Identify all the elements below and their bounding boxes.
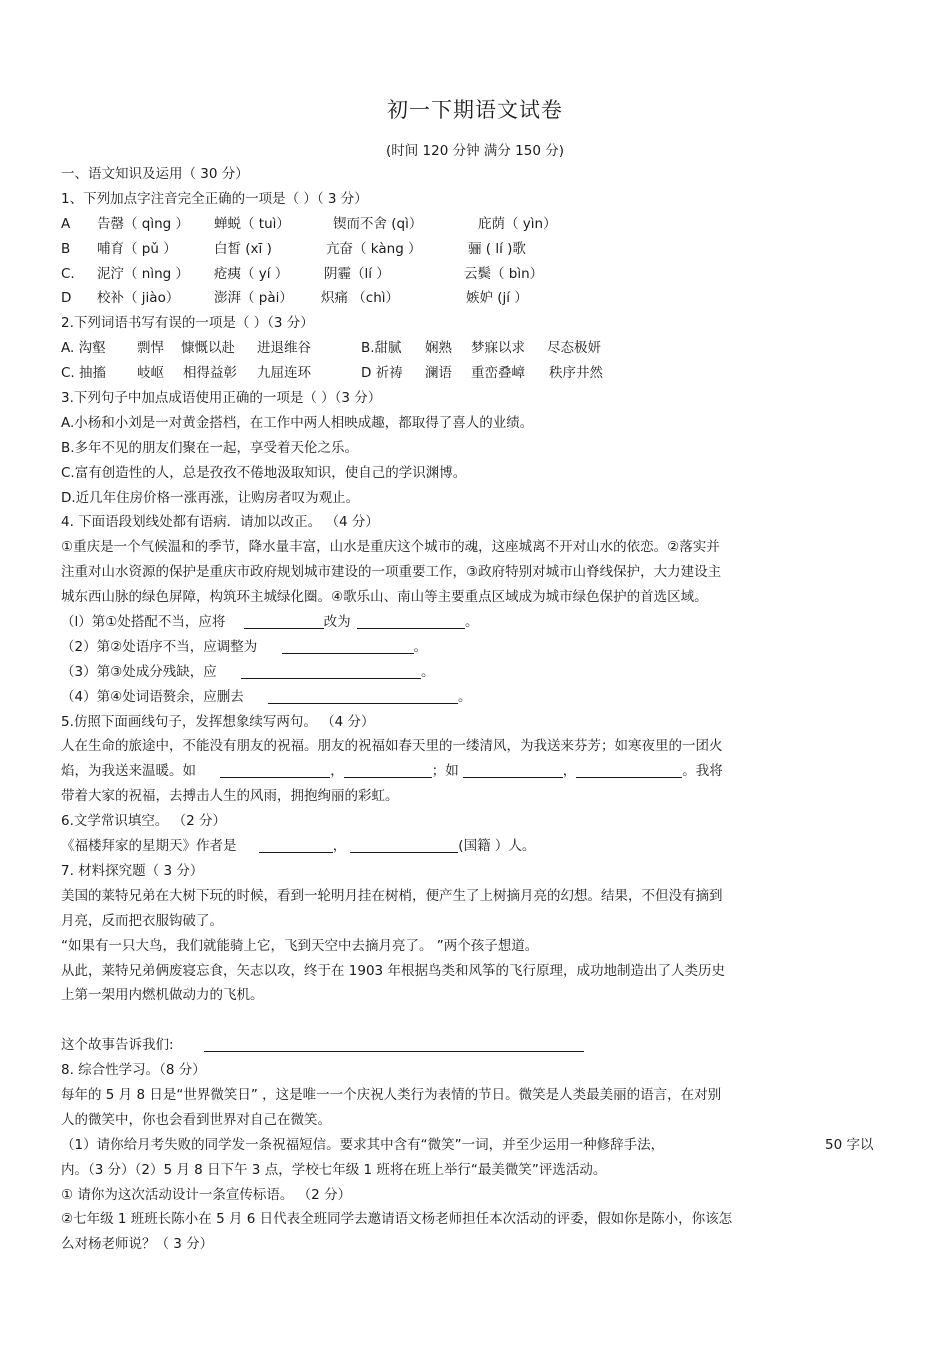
word-item: A. 沟壑 <box>61 340 106 357</box>
option-item: 蝉蜕（ tuì） <box>214 215 290 232</box>
option-letter: B <box>61 240 71 257</box>
q4-sub1-mid: 改为 <box>323 614 351 631</box>
q4-sub1 <box>61 610 891 635</box>
answer-blank[interactable] <box>282 639 414 654</box>
q5-line: 带着大家的祝福，去搏击人生的风雨，拥抱绚丽的彩虹。 <box>61 788 399 805</box>
q8-sub1-limit: 50 字以 <box>825 1136 874 1153</box>
answer-blank[interactable] <box>204 1037 584 1052</box>
option-item: 锲而不舍 (qì） <box>333 215 423 232</box>
semicolon-ru: ；如 <box>431 763 459 780</box>
q8-line: 么对杨老师说？（ 3 分） <box>61 1236 214 1253</box>
answer-blank[interactable] <box>241 664 421 679</box>
option-item: 庇荫（ yìn） <box>478 215 557 232</box>
q7-line: “如果有一只大鸟，我们就能骑上它，飞到天空中去摘月亮了。 ”两个孩子想道。 <box>61 937 539 954</box>
q4-stem: 4. 下面语段划线处都有语病．请加以改正。 （4 分） <box>61 514 379 531</box>
exam-content <box>61 162 891 1257</box>
option-item: 炽痛 （chì） <box>321 290 400 307</box>
q2-row-cd <box>61 361 891 386</box>
period: 。 <box>464 614 479 631</box>
q1-option-b <box>61 237 891 262</box>
option-item: 云鬓（ bìn） <box>464 265 544 282</box>
q5-stem: 5.仿照下面画线句子，发挥想象续写两句。 （4 分） <box>61 713 375 730</box>
q4-sub3 <box>61 660 891 685</box>
q3-option-c: C.富有创造性的人，总是孜孜不倦地汲取知识，使自己的学识渊博。 <box>61 464 467 481</box>
q5-line: 人在生命的旅途中，不能没有朋友的祝福。朋友的祝福如春天里的一缕清风，为我送来芬芳；如寒夜里的一团火 <box>61 738 723 755</box>
comma: ， <box>332 838 347 855</box>
q4-sub2 <box>61 635 891 660</box>
comma: ， <box>562 763 577 780</box>
exam-time-score: (时间 120 分钟 满分 150 分) <box>385 143 565 159</box>
option-item: 校补（ jiào） <box>97 290 180 307</box>
q2-row-ab <box>61 336 891 361</box>
period: 。 <box>413 638 427 655</box>
answer-blank[interactable] <box>344 763 432 778</box>
section-heading: 一、语文知识及运用（ 30 分） <box>61 166 249 182</box>
q4-paragraph-line: 城东西山脉的绿色屏障，构筑环主城绿化圈。④歌乐山、南山等主要重点区域成为城市绿色保护的首选区域。 <box>61 589 708 606</box>
q8-sub1-text: （1）请你给月考失败的同学发一条祝福短信。要求其中含有“微笑”一词，并至少运用一种修辞手法， <box>61 1136 665 1153</box>
q5-line-start: 焰，为我送来温暖。如 <box>61 763 196 780</box>
q7-stem: 7. 材料探究题（ 3 分） <box>61 862 204 879</box>
option-item: 泥泞（ nìng ） <box>97 265 190 282</box>
q1-option-d <box>61 286 891 311</box>
q4-sub4 <box>61 685 891 710</box>
option-item: 哺育（ pǔ ） <box>97 240 177 257</box>
word-item: C. 抽搐 <box>61 365 107 382</box>
option-letter: D <box>61 290 72 307</box>
option-item: 澎湃（ pài） <box>214 290 293 307</box>
q8-sub1 <box>61 1133 891 1158</box>
option-item: 白皙 (xī ) <box>214 240 272 257</box>
q7-line: 美国的莱特兄弟在大树下玩的时候，看到一轮明月挂在树梢，便产生了上树摘月亮的幻想。结果，不但没有摘到 <box>61 887 723 904</box>
q7-prompt: 这个故事告诉我们: <box>61 1037 174 1054</box>
q3-option-a: A.小杨和小刘是一对黄金搭档，在工作中两人相映成趣，都取得了喜人的业绩。 <box>61 414 534 431</box>
option-item: 嫉妒 (jí ） <box>466 290 528 307</box>
option-item: 阴霾（lí ） <box>324 265 390 282</box>
q7-answer-line <box>61 1033 891 1058</box>
answer-blank[interactable] <box>576 763 682 778</box>
q4-sub1-label: （l）第①处搭配不当，应将 <box>61 614 226 631</box>
q7-line: 月亮，反而把衣服钩破了。 <box>61 912 223 929</box>
word-item: 梦寐以求 <box>471 340 525 357</box>
period: 。 <box>458 688 472 705</box>
q4-paragraph-line: ①重庆是一个气候温和的季节，降水量丰富，山水是重庆这个城市的魂，这座城离不开对山水的依恋。②落实并 <box>61 539 720 556</box>
q3-option-d: D.近几年住房价格一涨再涨，让购房者叹为观止。 <box>61 489 360 506</box>
q1-option-a <box>61 212 891 237</box>
page-title: 初一下期语文试卷 <box>387 98 563 122</box>
comma: ， <box>330 763 344 780</box>
q2-stem: 2.下列词语书写有误的一项是（ ）（3 分） <box>61 315 314 332</box>
q6-line-start: 《福楼拜家的星期天》作者是 <box>61 838 237 855</box>
answer-blank[interactable] <box>268 689 458 704</box>
q5-line-end: 。我将 <box>682 763 723 780</box>
q8-line: 内。（3 分）（2）5 月 8 日下午 3 点，学校七年级 1 班将在班上举行“最美微笑”评选活动。 <box>61 1161 607 1178</box>
option-item: 疮痍（ yí ） <box>214 265 289 282</box>
q4-sub4-label: （4）第④处词语赘余，应删去 <box>61 688 244 705</box>
q4-paragraph-line: 注重对山水资源的保护是重庆市政府规划城市建设的一项重要工作，③政府特别对城市山脊线保护，大力建设主 <box>61 564 722 581</box>
word-item: 澜语 <box>425 365 452 382</box>
word-item: 进退维谷 <box>257 340 311 357</box>
option-item: 告罄（ qìng ） <box>97 215 190 232</box>
answer-blank[interactable] <box>350 838 458 853</box>
spacer <box>61 1008 891 1033</box>
answer-blank[interactable] <box>357 614 465 629</box>
option-item: 亢奋（ kàng ） <box>326 240 422 257</box>
q3-stem: 3.下列句子中加点成语使用正确的一项是（ ）（3 分） <box>61 390 382 407</box>
option-letter: C. <box>61 265 75 282</box>
q7-line: 上第一架用内燃机做动力的飞机。 <box>61 987 264 1004</box>
q5-fill-line <box>61 759 891 784</box>
q6-line-end: (国籍 ）人。 <box>458 838 536 855</box>
q8-line: ① 请你为这次活动设计一条宣传标语。 （2 分） <box>61 1186 352 1203</box>
q8-line: ②七年级 1 班班长陈小在 5 月 6 日代表全班同学去邀请语文杨老师担任本次活动的评委，假如你是陈小，你该怎 <box>61 1211 733 1228</box>
option-item: 骊 ( lí )歌 <box>468 240 526 257</box>
q6-stem: 6.文学常识填空。 （2 分） <box>61 813 227 830</box>
answer-blank[interactable] <box>220 763 330 778</box>
answer-blank[interactable] <box>463 763 563 778</box>
word-item: 慷慨以赴 <box>181 340 235 357</box>
word-item: 尽态极妍 <box>547 340 601 357</box>
word-item: 重峦叠嶂 <box>471 365 525 382</box>
answer-blank[interactable] <box>244 614 324 629</box>
answer-blank[interactable] <box>259 838 333 853</box>
q4-sub3-label: （3）第③处成分残缺，应 <box>61 663 217 680</box>
word-item: 相得益彰 <box>183 365 237 382</box>
word-item: D 祈祷 <box>361 365 403 382</box>
q1-option-c <box>61 262 891 287</box>
period: 。 <box>421 663 435 680</box>
q7-line: 从此，莱特兄弟俩废寝忘食，矢志以攻，终于在 1903 年根据鸟类和风筝的飞行原理，成功地制造出了人类历史 <box>61 962 725 979</box>
word-item: 岐岖 <box>137 365 164 382</box>
q3-option-b: B.多年不见的朋友们聚在一起，享受着天伦之乐。 <box>61 439 359 456</box>
option-letter: A <box>61 215 71 232</box>
word-item: B.甜腻 <box>361 340 402 357</box>
q8-line: 人的微笑中，你也会看到世界对自己在微笑。 <box>61 1111 331 1128</box>
word-item: 秩序井然 <box>549 365 603 382</box>
q4-sub2-label: （2）第②处语序不当，应调整为 <box>61 638 258 655</box>
word-item: 剽悍 <box>137 340 164 357</box>
q1-stem: 1、下列加点字注音完全正确的一项是（ ）（ 3 分） <box>61 190 368 207</box>
q8-line: 每年的 5 月 8 日是“世界微笑日” ，这是唯一一个庆祝人类行为表情的节日。微笑是人类最美丽的语言，在对别 <box>61 1086 722 1103</box>
q8-stem: 8. 综合性学习。（8 分） <box>61 1062 206 1079</box>
word-item: 娴熟 <box>425 340 452 357</box>
q6-fill-line <box>61 834 891 859</box>
word-item: 九屈连环 <box>257 365 311 382</box>
